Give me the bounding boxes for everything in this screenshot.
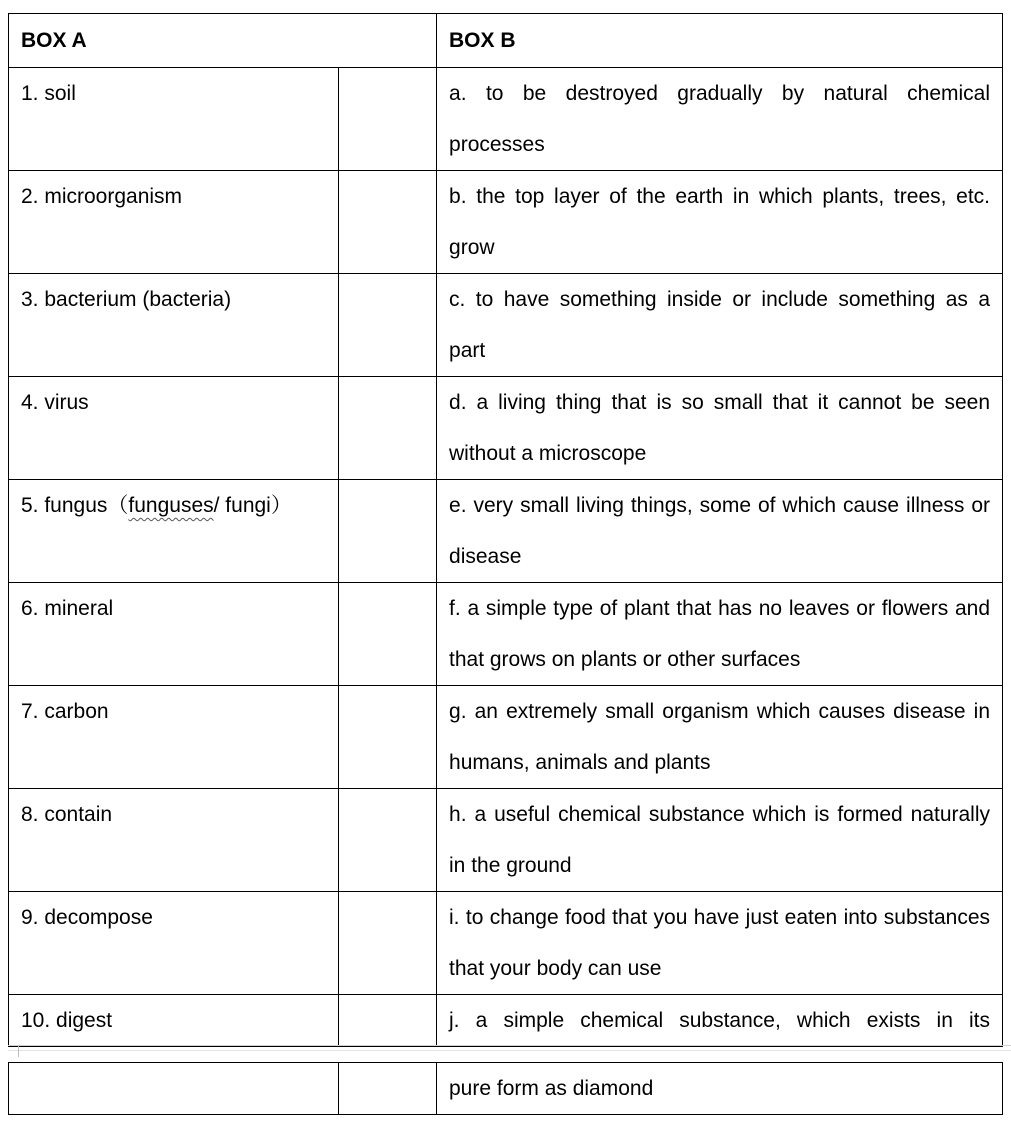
answer-cell [339,274,437,377]
definition-cell: pure form as diamond [437,1063,1003,1115]
table-row [9,892,1003,995]
table-row [9,686,1003,789]
term-cell: 6. mineral [9,583,339,686]
term-cell [9,1063,339,1115]
table-row [9,68,1003,171]
box-b-header: BOX B [437,14,1003,68]
definition-cell: j. a simple chemical substance, which exists in its [437,995,1003,1047]
term-cell: 7. carbon [9,686,339,789]
term-suffix: / fungi） [213,494,292,517]
definition-cell: a. to be destroyed gradually by natural chemical processes [437,68,1003,171]
answer-cell [339,68,437,171]
spellcheck-underlined-word: funguses [128,494,214,517]
table-row [9,995,1003,1047]
answer-cell [339,789,437,892]
term-cell [9,480,339,583]
term-cell: 10. digest [9,995,339,1047]
matching-table [8,13,1003,1047]
definition-cell: e. very small living things, some of which cause illness or disease [437,480,1003,583]
answer-cell [339,1063,437,1115]
term-cell: 3. bacterium (bacteria) [9,274,339,377]
answer-cell [339,995,437,1047]
answer-cell [339,686,437,789]
answer-cell [339,171,437,274]
term-cell: 8. contain [9,789,339,892]
definition-cell: i. to change food that you have just eaten into substances that your body can use [437,892,1003,995]
answer-cell [339,583,437,686]
answer-cell [339,480,437,583]
matching-table-continuation [8,1062,1003,1115]
term-cell: 4. virus [9,377,339,480]
table-row [9,1063,1003,1115]
answer-cell [339,892,437,995]
answer-cell [339,377,437,480]
term-cell: 1. soil [9,68,339,171]
table-row [9,583,1003,686]
table-row [9,171,1003,274]
term-cell: 9. decompose [9,892,339,995]
table-row [9,789,1003,892]
box-a-header: BOX A [9,14,437,68]
table-row [9,377,1003,480]
table-row [9,480,1003,583]
term-prefix: 5. fungus（ [21,494,129,517]
page-break-separator [8,1045,1011,1051]
definition-cell: b. the top layer of the earth in which plants, trees, etc. grow [437,171,1003,274]
definition-cell: c. to have something inside or include something as a part [437,274,1003,377]
definition-cell: h. a useful chemical substance which is formed naturally in the ground [437,789,1003,892]
header-row [9,14,1003,68]
term-cell: 2. microorganism [9,171,339,274]
definition-cell: d. a living thing that is so small that it cannot be seen without a microscope [437,377,1003,480]
definition-cell: f. a simple type of plant that has no leaves or flowers and that grows on plants or other surfaces [437,583,1003,686]
table-row [9,274,1003,377]
definition-cell: g. an extremely small organism which causes disease in humans, animals and plants [437,686,1003,789]
